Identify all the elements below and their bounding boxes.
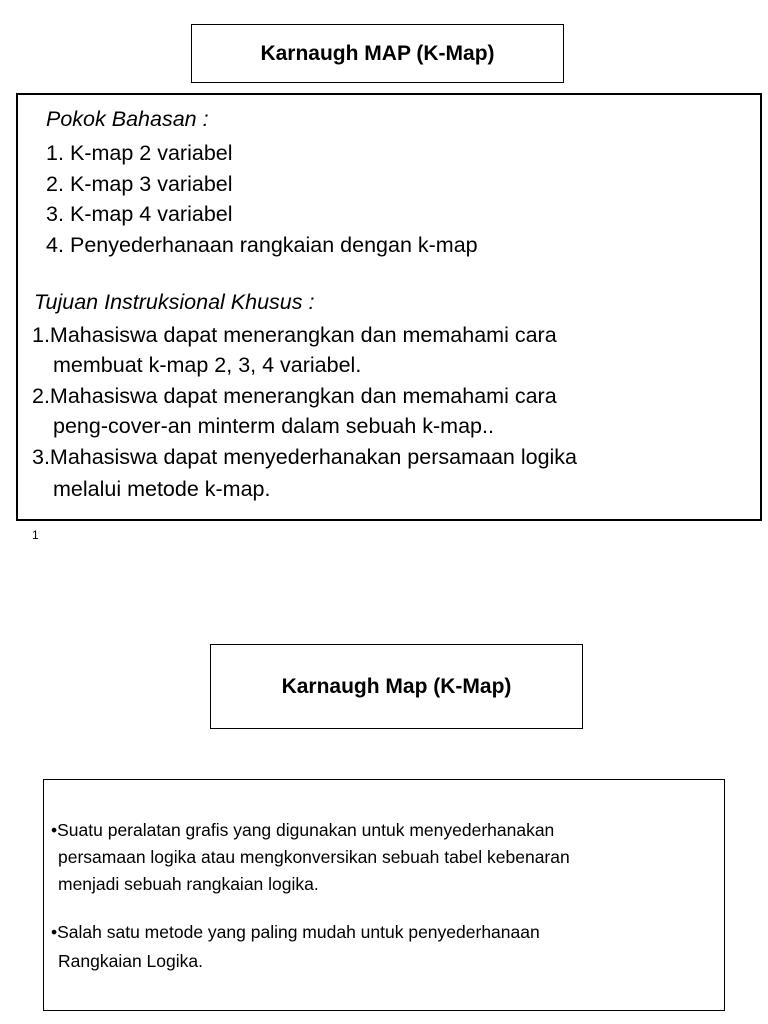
tujuan-item-line2: membuat k-map 2, 3, 4 variabel. — [53, 353, 362, 377]
page-number: 1 — [32, 528, 39, 542]
pokok-item: 1. K-map 2 variabel — [46, 141, 233, 165]
tujuan-item-line1: 3.Mahasiswa dapat menyederhanakan persamaan logika — [32, 445, 578, 469]
slide1-title-box — [191, 24, 564, 83]
tujuan-item-line2: melalui metode k-map. — [53, 477, 271, 501]
bullet-line: •Salah satu metode yang paling mudah untuk penyederhanaan — [51, 922, 540, 942]
bullet-line: menjadi sebuah rangkaian logika. — [58, 874, 319, 894]
tujuan-heading: Tujuan Instruksional Khusus : — [34, 290, 315, 314]
bullet-line: persamaan logika atau mengkonversikan sebuah tabel kebenaran — [58, 847, 570, 867]
pokok-item: 3. K-map 4 variabel — [46, 202, 233, 226]
slide2-title-box — [210, 644, 583, 729]
slide1-title: Karnaugh MAP (K-Map) — [260, 41, 495, 65]
bullet-line: •Suatu peralatan grafis yang digunakan untuk menyederhanakan — [51, 820, 555, 840]
tujuan-item-line1: 2.Mahasiswa dapat menerangkan dan memahami cara — [32, 384, 557, 408]
pokok-item: 2. K-map 3 variabel — [46, 172, 233, 196]
slide2-content-box — [43, 779, 725, 1011]
slide1-content-box — [16, 93, 762, 521]
bullet-line: Rangkaian Logika. — [58, 951, 203, 971]
slide2-title: Karnaugh Map (K-Map) — [281, 674, 512, 698]
tujuan-item-line2: peng-cover-an minterm dalam sebuah k-map.. — [53, 414, 494, 438]
pokok-bahasan-heading: Pokok Bahasan : — [46, 107, 209, 131]
tujuan-item-line1: 1.Mahasiswa dapat menerangkan dan memahami cara — [32, 323, 557, 347]
pokok-item: 4. Penyederhanaan rangkaian dengan k-map — [46, 233, 478, 257]
